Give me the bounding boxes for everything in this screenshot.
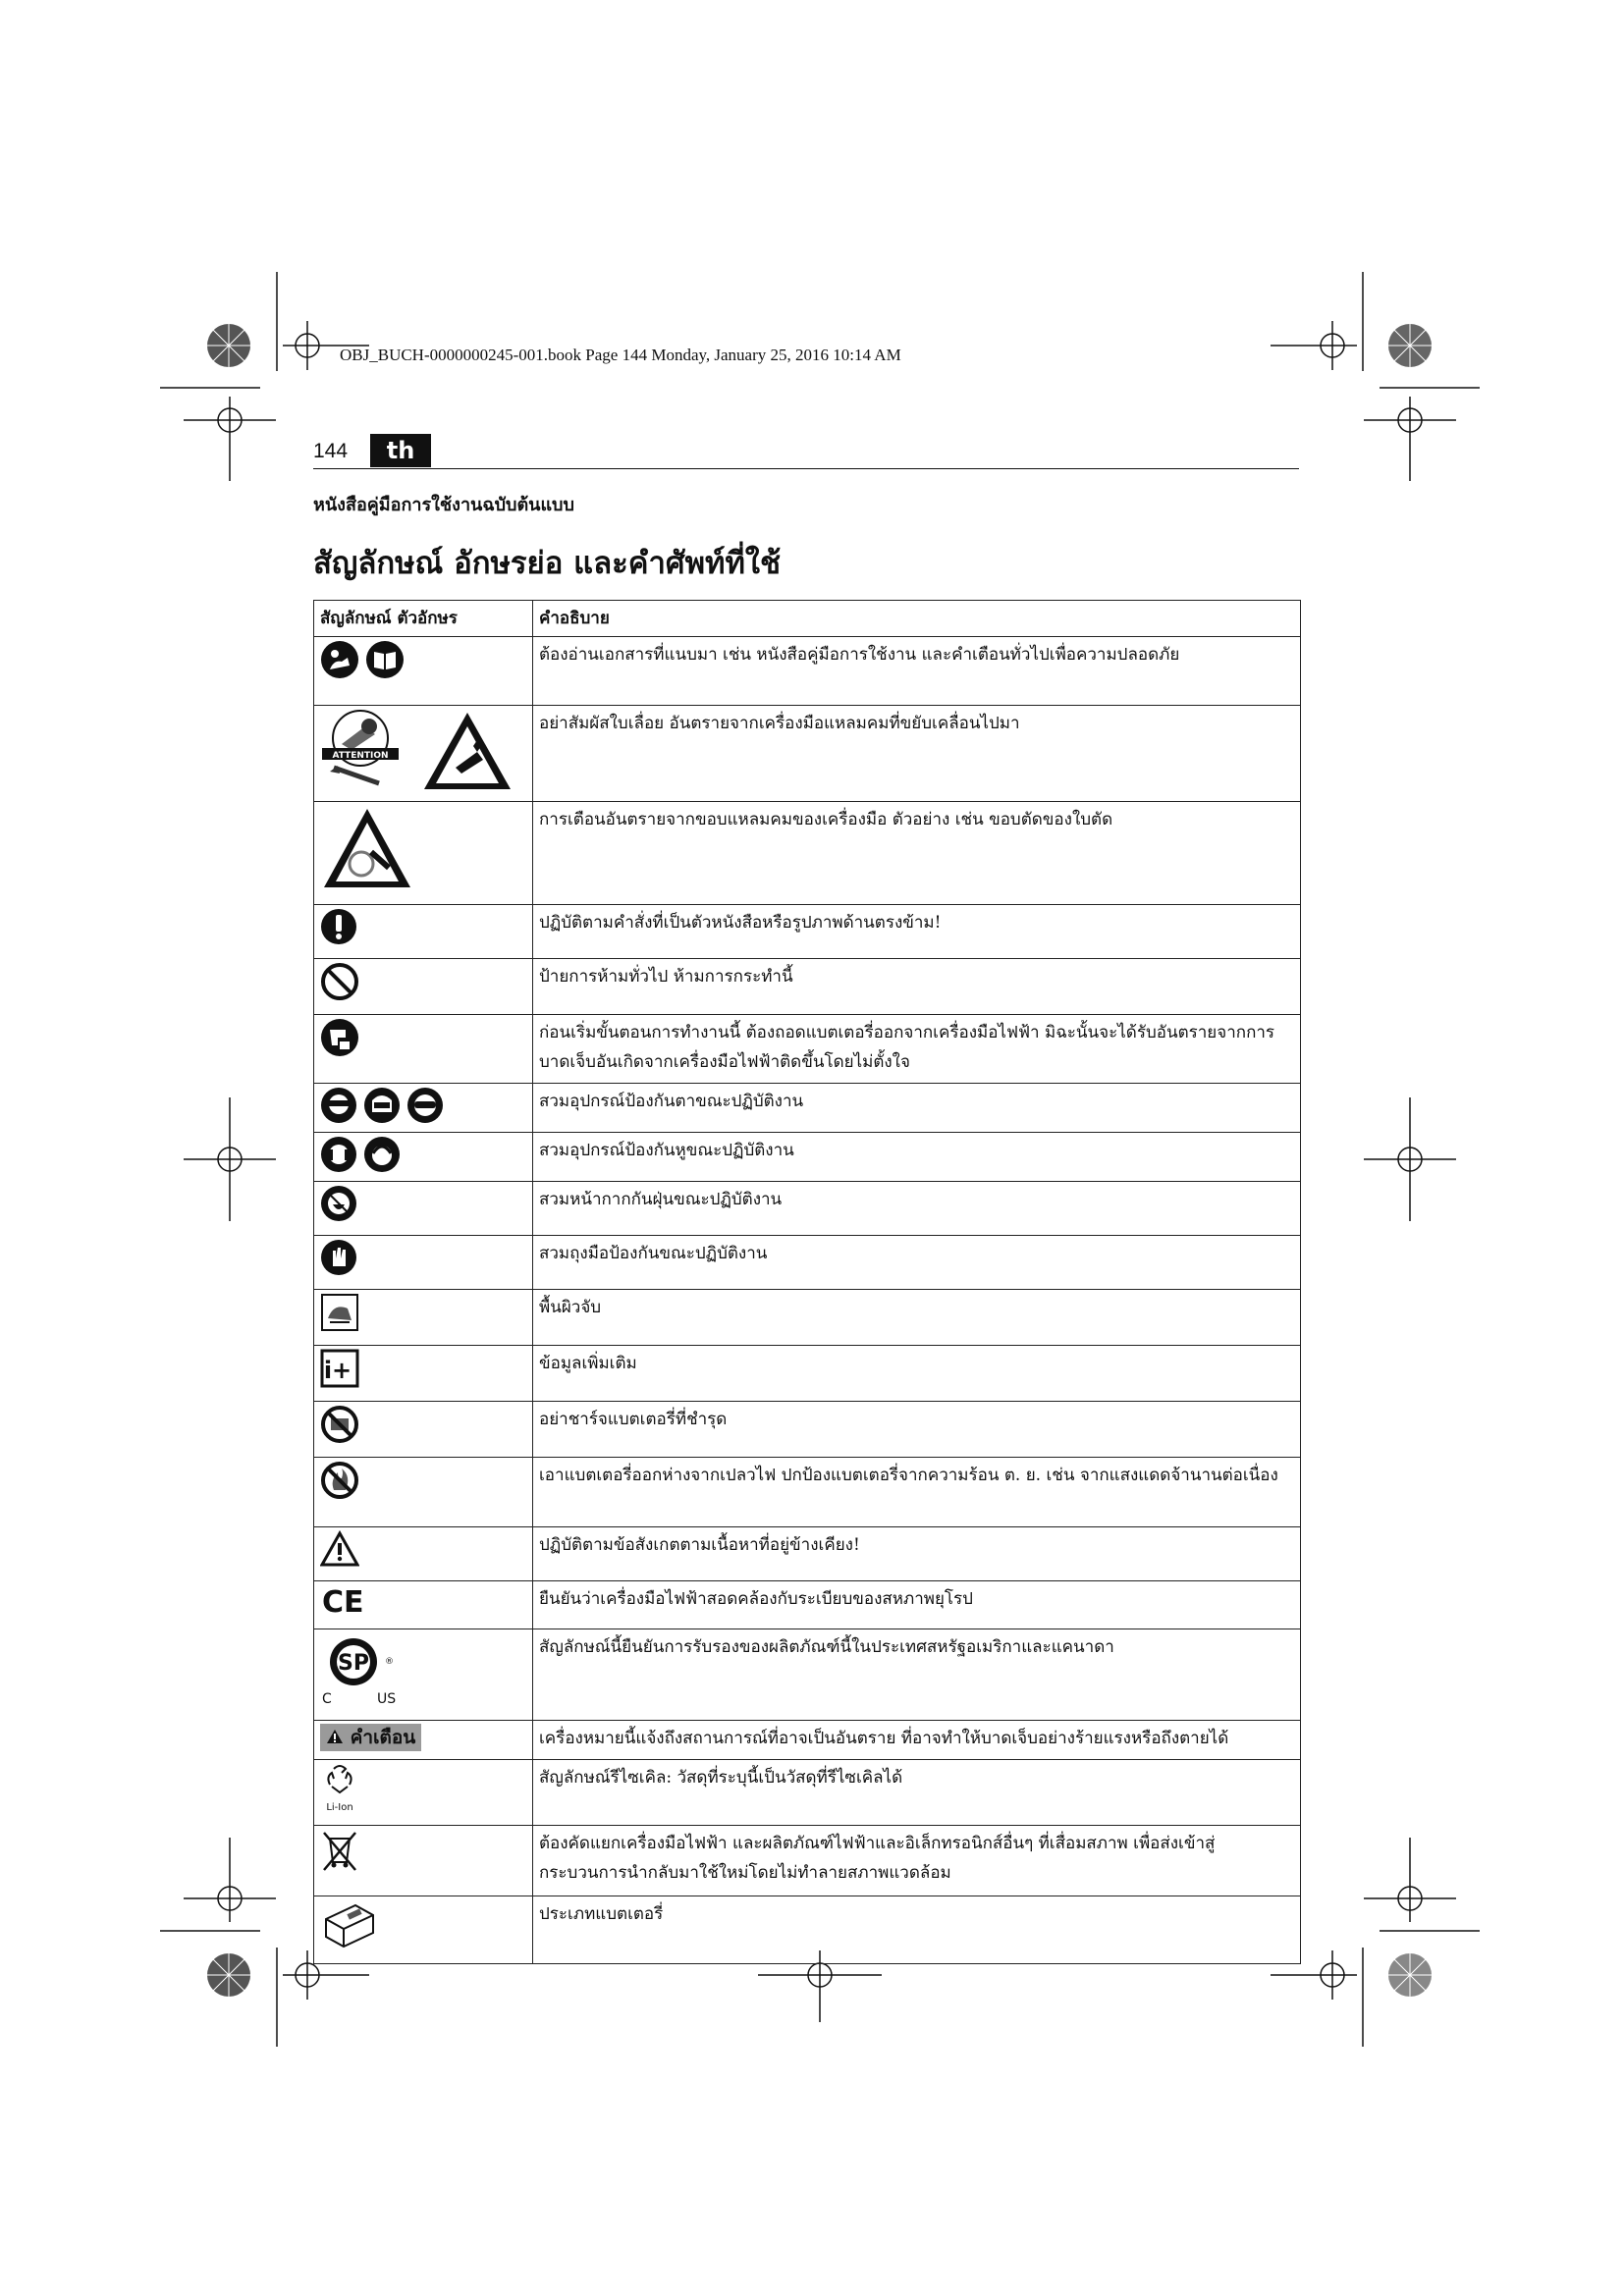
row-description: สัญลักษณ์นี้ยืนยันการรับรองของผลิตภัณฑ์นี้ในประเทศสหรัฐอเมริกาและแคนาดา [533, 1629, 1301, 1721]
table-row [314, 1015, 1301, 1084]
table-row [314, 1182, 1301, 1236]
warning-triangle-icon [320, 1530, 359, 1568]
face-shield-icon [363, 1087, 401, 1124]
table-row [314, 1346, 1301, 1402]
table-row [314, 1760, 1301, 1826]
table-row [314, 1084, 1301, 1133]
row-description: สวมหน้ากากกันฝุ่นขณะปฏิบัติงาน [533, 1182, 1301, 1236]
info-icon [320, 1349, 359, 1388]
warning-triangle-small-icon [326, 1729, 344, 1744]
gloves-icon [320, 1239, 357, 1276]
row-description: สวมถุงมือป้องกันขณะปฏิบัติงาน [533, 1236, 1301, 1290]
row-description: สัญลักษณ์รีไซเคิล: วัสดุที่ระบุนี้เป็นวัสดุที่รีไซเคิลได้ [533, 1760, 1301, 1826]
table-row [314, 1458, 1301, 1527]
row-description: ปฏิบัติตามข้อสังเกตตามเนื้อหาที่อยู่ข้างเคียง! [533, 1527, 1301, 1581]
table-row [314, 637, 1301, 706]
row-description: อย่าชาร์จแบตเตอรี่ที่ชำรุด [533, 1402, 1301, 1458]
csa-c-label: C [322, 1691, 332, 1707]
grip-surface-icon [320, 1293, 359, 1332]
row-description: เครื่องหมายนี้แจ้งถึงสถานการณ์ที่อาจเป็นอันตราย ที่อาจทำให้บาดเจ็บอย่างร้ายแรงหรือถึงตายได้ [533, 1721, 1301, 1760]
mandatory-icon [320, 908, 357, 945]
battery-type-icon [320, 1899, 377, 1950]
table-row [314, 1581, 1301, 1629]
row-description: เอาแบตเตอรี่ออกห่างจากเปลวไฟ ปกป้องแบตเตอรี่จากความร้อน ต. ย. เช่น จากแสงแดดจ้านานต่อเนื่อง [533, 1458, 1301, 1527]
table-row [314, 802, 1301, 905]
no-fire-icon [320, 1461, 359, 1500]
remove-battery-icon [320, 1018, 359, 1057]
ce-mark-icon [320, 1584, 365, 1616]
info-label: i+ [323, 1357, 352, 1384]
document-subtitle: หนังสือคู่มือการใช้งานฉบับต้นแบบ [313, 495, 574, 515]
csa-us-label: US [377, 1691, 397, 1707]
csa-mark-icon [320, 1632, 401, 1707]
row-description: ยืนยันว่าเครื่องมือไฟฟ้าสอดคล้องกับระเบียบของสหภาพยุโรป [533, 1581, 1301, 1629]
dust-mask-icon [320, 1185, 357, 1222]
row-description: อย่าสัมผัสใบเลื่อย อันตรายจากเครื่องมือแหลมคมที่ขยับเคลื่อนไปมา [533, 706, 1301, 802]
row-description: ก่อนเริ่มขั้นตอนการทำงานนี้ ต้องถอดแบตเตอรี่ออกจากเครื่องมือไฟฟ้า มิฉะนั้นจะได้รับอันตรายจากการบาดเจ็บอันเกิดจากเครื่องมือไฟฟ้าติดขึ้นโดยไม่ตั้งใจ [533, 1015, 1301, 1084]
row-description: ข้อมูลเพิ่มเติม [533, 1346, 1301, 1402]
warning-badge-label: คำเตือน [350, 1727, 416, 1748]
ce-label: CE [322, 1585, 364, 1616]
row-description: พื้นผิวจับ [533, 1290, 1301, 1346]
table-row [314, 1402, 1301, 1458]
table-row [314, 1133, 1301, 1182]
ear-muffs-icon [363, 1136, 401, 1173]
table-row [314, 1236, 1301, 1290]
page-number: 144 [313, 440, 349, 462]
row-description: ป้ายการห้ามทั่วไป ห้ามการกระทำนี้ [533, 959, 1301, 1015]
row-description: ประเภทแบตเตอรี่ [533, 1896, 1301, 1964]
row-description: สวมอุปกรณ์ป้องกันตาขณะปฏิบัติงาน [533, 1084, 1301, 1133]
table-row [314, 1826, 1301, 1896]
header-rule [313, 468, 1299, 469]
table-row [314, 1290, 1301, 1346]
svg-text:®: ® [385, 1657, 394, 1667]
liion-label: Li-Ion [326, 1802, 353, 1812]
column-header-symbol: สัญลักษณ์ ตัวอักษร [314, 601, 533, 637]
table-row [314, 706, 1301, 802]
prohibition-icon [320, 962, 359, 1001]
no-charge-damaged-icon [320, 1405, 359, 1444]
sharp-edge-warning-icon [320, 805, 414, 891]
eye-protection-icon [320, 1087, 357, 1124]
warning-badge [320, 1724, 421, 1751]
weee-bin-icon [320, 1829, 359, 1872]
symbols-table [313, 600, 1301, 1964]
ear-protection-icon [320, 1136, 357, 1173]
print-header: OBJ_BUCH-0000000245-001.book Page 144 Monday, January 25, 2016 10:14 AM [340, 346, 901, 364]
table-header-row [314, 601, 1301, 637]
table-row [314, 1896, 1301, 1964]
row-description: การเตือนอันตรายจากขอบแหลมคมของเครื่องมือ ตัวอย่าง เช่น ขอบตัดของใบตัด [533, 802, 1301, 905]
row-description: ปฏิบัติตามคำสั่งที่เป็นตัวหนังสือหรือรูปภาพด้านตรงข้าม! [533, 905, 1301, 959]
page-title: สัญลักษณ์ อักษรย่อ และคำศัพท์ที่ใช้ [313, 546, 782, 581]
safety-goggles-icon [406, 1087, 444, 1124]
row-description: ต้องอ่านเอกสารที่แนบมา เช่น หนังสือคู่มือการใช้งาน และคำเตือนทั่วไปเพื่อความปลอดภัย [533, 637, 1301, 706]
attention-blade-icon [320, 709, 401, 793]
column-header-description: คำอธิบาย [533, 601, 1301, 637]
attention-label: ATTENTION [332, 751, 389, 761]
csa-sp-label: SP [338, 1651, 369, 1676]
table-row [314, 959, 1301, 1015]
table-row [314, 1527, 1301, 1581]
table-row [314, 1721, 1301, 1760]
language-tab: th [370, 434, 431, 467]
recycling-icon [320, 1763, 359, 1812]
table-row [314, 905, 1301, 959]
row-description: ต้องคัดแยกเครื่องมือไฟฟ้า และผลิตภัณฑ์ไฟฟ้าและอิเล็กทรอนิกส์อื่นๆ ที่เสื่อมสภาพ เพื่อส่งเข้าสู่กระบวนการนำกลับมาใช้ใหม่โดยไม่ทำลายสภาพแวดล้อม [533, 1826, 1301, 1896]
hazard-triangle-icon [420, 709, 514, 793]
row-description: สวมอุปกรณ์ป้องกันหูขณะปฏิบัติงาน [533, 1133, 1301, 1182]
read-manual-icon [320, 640, 359, 679]
table-row [314, 1629, 1301, 1721]
manual-book-icon [365, 640, 405, 679]
